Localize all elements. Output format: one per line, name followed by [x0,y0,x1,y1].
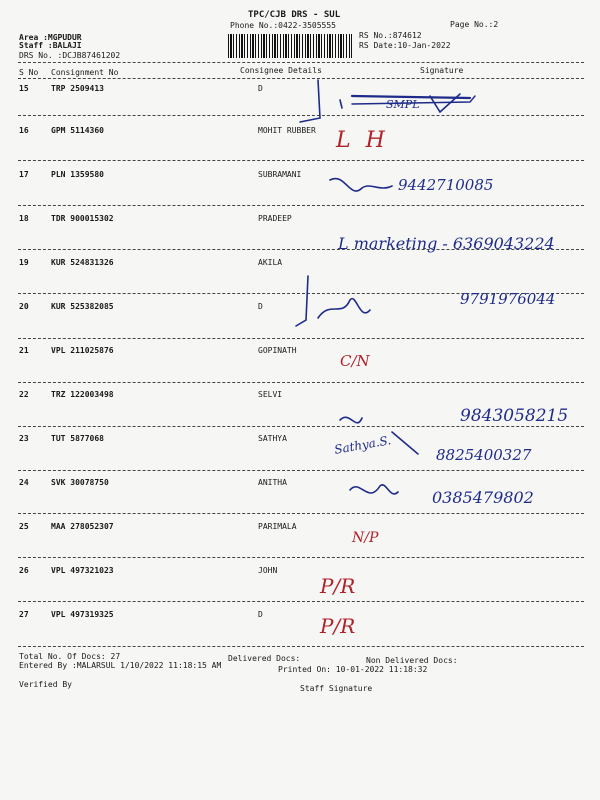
row-sno: 27 [19,610,29,619]
row-sno: 23 [19,434,29,443]
delivered-docs: Delivered Docs: [228,654,301,663]
rs-number: RS No.:874612 [359,31,422,40]
table-row [0,84,600,96]
handwritten-phone: 0385479802 [432,488,534,507]
row-consignee: D [258,302,263,311]
row-sno: 25 [19,522,29,531]
column-signature: Signature [420,66,464,75]
table-row [0,390,600,402]
area-label: Area :MGPUDUR [19,33,82,42]
handwritten-phone: L marketing - 6369043224 [338,234,555,253]
row-consignment: TUT 5877068 [51,434,104,443]
row-sno: 16 [19,126,29,135]
handwritten-mark: L H [336,128,389,153]
row-consignee: SUBRAMANI [258,170,302,179]
row-consignee: D [258,610,263,619]
row-sno: 15 [19,84,29,93]
phone-number: Phone No.:0422-3505555 [230,21,336,30]
handwritten-phone: 9442710085 [398,176,494,194]
divider [18,115,584,116]
row-consignment: KUR 525382085 [51,302,114,311]
row-consignment: GPM 5114360 [51,126,104,135]
handwritten-phone: 9843058215 [460,406,569,426]
row-consignee: SELVI [258,390,283,399]
total-docs: Total No. Of Docs: 27 [19,652,121,661]
row-consignee: SATHYA [258,434,287,443]
row-sno: 21 [19,346,29,355]
handwritten-signature: Sathya.S. [333,433,393,457]
row-consignment: VPL 497321023 [51,566,114,575]
drs-number: DRS No. :DCJB87461202 [19,51,121,60]
row-consignee: JOHN [258,566,278,575]
column-consignment: Consignment No [51,68,119,77]
row-consignee: ANITHA [258,478,287,487]
handwritten-phone: 8825400327 [436,446,532,464]
handwritten-mark: N/P [352,530,379,546]
non-delivered-docs: Non Delivered Docs: [366,656,458,665]
row-sno: 20 [19,302,29,311]
row-consignee: PRADEEP [258,214,292,223]
table-row [0,566,600,578]
handwritten-signature: SMPL [386,98,420,111]
staff-label: Staff :BALAJI [19,41,82,50]
row-consignment: KUR 524831326 [51,258,114,267]
printed-on: Printed On: 10-01-2022 11:18:32 [278,665,428,674]
handwritten-phone: 9791976044 [460,290,556,308]
row-sno: 18 [19,214,29,223]
column-consignee: Consignee Details [240,66,322,75]
row-consignment: SVK 30078750 [51,478,109,487]
row-consignee: PARIMALA [258,522,297,531]
row-consignment: TRZ 122003498 [51,390,114,399]
row-consignee: MOHIT RUBBER [258,126,316,135]
row-sno: 19 [19,258,29,267]
handwritten-mark: P/R [320,574,356,598]
divider [18,426,584,427]
divider [18,338,584,339]
table-row [0,346,600,358]
row-sno: 22 [19,390,29,399]
divider [18,160,584,161]
table-row [0,258,600,270]
divider [18,62,584,63]
divider [18,557,584,558]
verified-by-label: Verified By [19,680,72,689]
row-consignee: GOPINATH [258,346,297,355]
report-title: TPC/CJB DRS - SUL [248,10,341,20]
staff-signature-label: Staff Signature [300,684,373,693]
page-number: Page No.:2 [450,20,499,29]
divider [18,382,584,383]
row-consignment: TDR 900015302 [51,214,114,223]
entered-by: Entered By :MALARSUL 1/10/2022 11:18:15 AM [19,661,222,670]
row-consignment: TRP 2509413 [51,84,104,93]
divider [18,205,584,206]
table-row [0,522,600,534]
row-sno: 24 [19,478,29,487]
column-sno: S No [19,68,39,77]
table-row [0,170,600,182]
row-consignee: D [258,84,263,93]
divider [18,646,584,647]
row-sno: 17 [19,170,29,179]
table-row [0,434,600,446]
table-row [0,610,600,622]
divider [18,78,584,79]
row-consignment: VPL 211025876 [51,346,114,355]
row-consignment: PLN 1359580 [51,170,104,179]
rs-date: RS Date:10-Jan-2022 [359,41,451,50]
row-consignee: AKILA [258,258,283,267]
table-row [0,126,600,138]
handwritten-mark: C/N [340,352,370,370]
handwritten-mark: P/R [320,614,356,638]
divider [18,470,584,471]
row-consignment: VPL 497319325 [51,610,114,619]
table-row [0,214,600,226]
divider [18,601,584,602]
divider [18,513,584,514]
barcode [228,34,352,58]
row-consignment: MAA 278052307 [51,522,114,531]
row-sno: 26 [19,566,29,575]
